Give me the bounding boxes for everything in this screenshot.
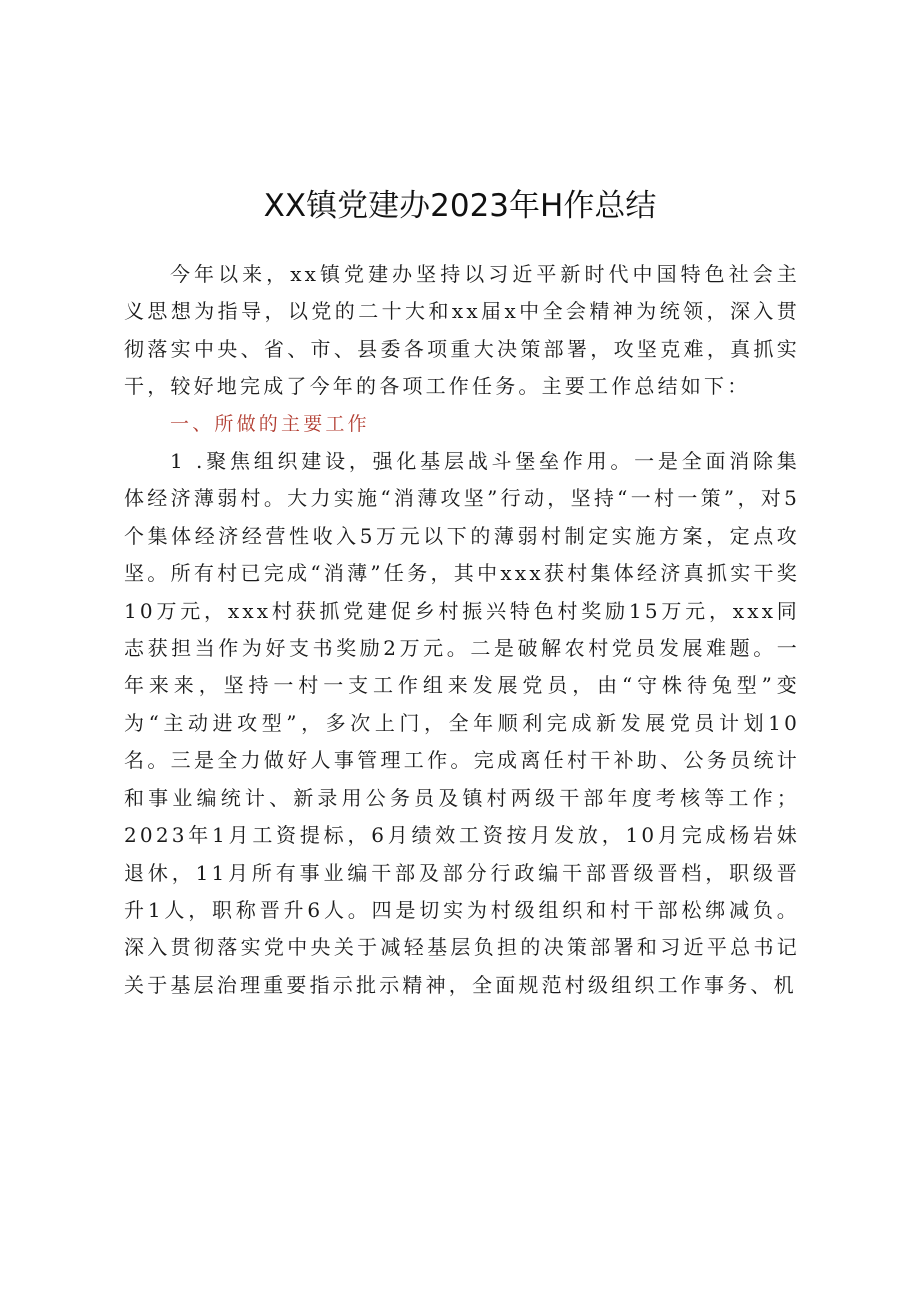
document-title: XX镇党建办2023年H作总结 — [263, 188, 657, 224]
section-paragraph: 1 .聚焦组织建设，强化基层战斗堡垒作用。一是全面消除集体经济薄弱村。大力实施“消薄攻坚”行动，坚持“一村一策”，对5个集体经济经营性收入5万元以下的薄弱村制定实施方案，定点攻坚。所有村已完成“消薄”任务，其中xxx获村集体经济真抓实干奖10万元，xxx村获抓党建促乡村振兴特色村奖励15万元，xxx同志获担当作为好支书奖励2万元。二是破解农村党员发展难题。一年来来，坚持一村一支工作组来发展党员，由“守株待兔型”变为“主动进攻型”，多次上门，全年顺利完成新发展党员计划10名。三是全力做好人事管理工作。完成离任村干补助、公务员统计和事业编统计、新录用公务员及镇村两级干部年度考核等工作；2023年1月工资提标，6月绩效工资按月发放，10月完成杨岩妹退休，11月所有事业编干部及部分行政编干部晋级晋档，职级晋升1人，职称晋升6人。四是切实为村级组织和村干部松绑减负。深入贯彻落实党中央关于减轻基层负担的决策部署和习近平总书记关于基层治理重要指示批示精神，全面规范村级组织工作事务、机 — [124, 449, 800, 997]
intro-paragraph: 今年以来，xx镇党建办坚持以习近平新时代中国特色社会主义思想为指导，以党的二十大和xx届x中全会精神为统领，深入贯彻落实中央、省、市、县委各项重大决策部署，攻坚克难，真抓实干，较好地完成了今年的各项工作任务。主要工作总结如下： — [124, 262, 800, 399]
document-body — [124, 256, 800, 1004]
section-heading: 一、所做的主要工作 — [170, 412, 370, 435]
